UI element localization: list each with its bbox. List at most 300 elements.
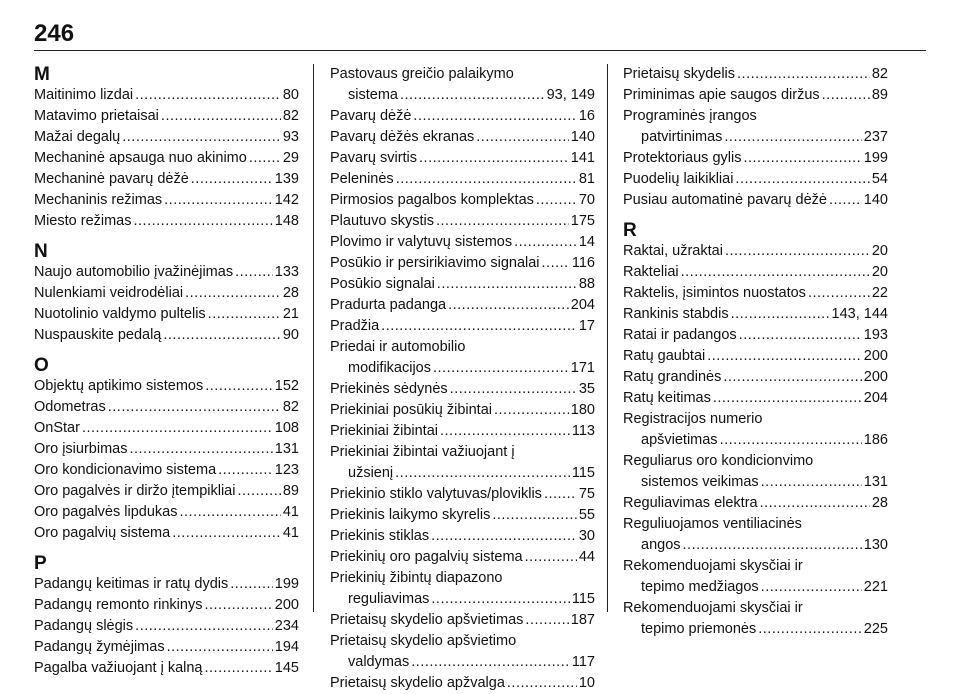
- index-entry[interactable]: [330, 127, 595, 148]
- entry-page-ref[interactable]: 75: [578, 486, 595, 502]
- dot-leader: [761, 577, 862, 598]
- entry-title: Odometras: [34, 399, 106, 415]
- dot-leader: [172, 523, 281, 544]
- index-entry[interactable]: [623, 64, 888, 85]
- entry-page-ref[interactable]: 17: [578, 318, 595, 334]
- index-column-1: [34, 64, 299, 679]
- entry-title: Priekiniai žibintai: [330, 423, 438, 439]
- index-entry[interactable]: [330, 253, 595, 274]
- entry-page-ref[interactable]: 116: [571, 255, 595, 271]
- entry-page-ref[interactable]: 21: [282, 306, 299, 322]
- index-section: [34, 64, 299, 232]
- index-entry[interactable]: [34, 418, 299, 439]
- entry-page-ref[interactable]: 35: [578, 381, 595, 397]
- entry-page-ref[interactable]: 131: [274, 441, 299, 457]
- index-section: [330, 64, 595, 694]
- entry-page-ref[interactable]: 10: [578, 675, 595, 691]
- entry-continuation-line: [330, 463, 595, 484]
- entry-page-ref[interactable]: 139: [274, 171, 299, 187]
- index-entry[interactable]: [623, 262, 888, 283]
- entry-title: Pirmosios pagalbos komplektas: [330, 192, 534, 208]
- index-entry[interactable]: [34, 574, 299, 595]
- index-entry[interactable]: [34, 397, 299, 418]
- dot-leader: [436, 211, 569, 232]
- index-entry[interactable]: [34, 169, 299, 190]
- entry-title: Pavarų dėžės ekranas: [330, 129, 475, 145]
- entry-page-ref[interactable]: 140: [570, 129, 595, 145]
- entry-page-ref[interactable]: 41: [282, 525, 299, 541]
- entry-page-ref[interactable]: 108: [274, 420, 299, 436]
- entry-title: Puodelių laikikliai: [623, 171, 734, 187]
- entry-page-ref[interactable]: 113: [571, 423, 595, 439]
- entry-page-ref[interactable]: 115: [571, 465, 595, 481]
- entry-page-ref[interactable]: 22: [871, 285, 888, 301]
- dot-leader: [208, 304, 281, 325]
- entry-title: Ratų keitimas: [623, 390, 711, 406]
- entry-page-ref[interactable]: 28: [282, 285, 299, 301]
- index-entry[interactable]: [34, 376, 299, 397]
- entry-page-ref[interactable]: 41: [282, 504, 299, 520]
- index-entry[interactable]: [34, 106, 299, 127]
- dot-leader: [731, 304, 830, 325]
- index-entry[interactable]: [34, 127, 299, 148]
- entry-title-continued: reguliavimas: [348, 591, 430, 607]
- entry-title: Posūkio ir persirikiavimo signalai: [330, 255, 540, 271]
- entry-page-ref[interactable]: 204: [863, 390, 888, 406]
- entry-title: Pastovaus greičio palaikymo: [330, 66, 514, 82]
- entry-page-ref[interactable]: 89: [871, 87, 888, 103]
- entry-title: Mažai degalų: [34, 129, 121, 145]
- entry-continuation-line: [623, 577, 888, 598]
- index-entry[interactable]: [330, 169, 595, 190]
- entry-title: Prietaisų skydelio apšvietimas: [330, 612, 524, 628]
- dot-leader: [725, 241, 870, 262]
- index-entry[interactable]: [623, 148, 888, 169]
- entry-continuation-line: [330, 358, 595, 379]
- index-section: [623, 64, 888, 211]
- index-entry[interactable]: [623, 190, 888, 211]
- entry-title: Plautuvo skystis: [330, 213, 434, 229]
- section-letter: O: [34, 355, 49, 376]
- dot-leader: [494, 400, 569, 421]
- entry-page-ref[interactable]: 82: [282, 108, 299, 124]
- dot-leader: [720, 430, 862, 451]
- entry-page-ref[interactable]: 142: [274, 192, 299, 208]
- entry-continuation-line: [623, 472, 888, 493]
- index-entry[interactable]: [34, 262, 299, 283]
- entry-title: Rakteliai: [623, 264, 679, 280]
- entry-title: Objektų aptikimo sistemos: [34, 378, 204, 394]
- dot-leader: [164, 190, 273, 211]
- index-entry[interactable]: [623, 85, 888, 106]
- index-entry[interactable]: [623, 346, 888, 367]
- dot-leader: [204, 658, 272, 679]
- entry-page-ref[interactable]: 54: [871, 171, 888, 187]
- index-entry[interactable]: [330, 337, 595, 379]
- entry-title-continued: sistema: [348, 87, 398, 103]
- entry-title: Priekinis stiklas: [330, 528, 430, 544]
- entry-page-ref[interactable]: 152: [274, 378, 299, 394]
- dot-leader: [129, 439, 272, 460]
- index-entry[interactable]: [623, 106, 888, 148]
- entry-page-ref[interactable]: 186: [863, 432, 888, 448]
- entry-title: Ratų grandinės: [623, 369, 722, 385]
- index-entry[interactable]: [623, 556, 888, 598]
- index-entry[interactable]: [330, 526, 595, 547]
- index-column-2: [330, 64, 595, 694]
- entry-page-ref[interactable]: 14: [578, 234, 595, 250]
- entry-title: Pradžia: [330, 318, 380, 334]
- entry-title: Posūkio signalai: [330, 276, 435, 292]
- entry-title: Priekinis laikymo skyrelis: [330, 507, 491, 523]
- index-entry[interactable]: [34, 502, 299, 523]
- index-entry[interactable]: [34, 658, 299, 679]
- index-entry[interactable]: [330, 106, 595, 127]
- dot-leader: [400, 85, 545, 106]
- index-entry[interactable]: [623, 598, 888, 640]
- dot-leader: [419, 148, 569, 169]
- entry-page-ref[interactable]: 82: [282, 399, 299, 415]
- section-letter: M: [34, 64, 50, 85]
- entry-title: Registracijos numerio: [623, 411, 763, 427]
- entry-title: Plovimo ir valytuvų sistemos: [330, 234, 513, 250]
- column-divider-2: [607, 64, 608, 612]
- entry-page-ref[interactable]: 175: [570, 213, 595, 229]
- entry-page-ref[interactable]: 180: [570, 402, 595, 418]
- entry-continuation-line: [623, 127, 888, 148]
- index-entry[interactable]: [623, 283, 888, 304]
- entry-page-ref[interactable]: 131: [863, 474, 888, 490]
- entry-title: Pradurta padanga: [330, 297, 447, 313]
- dot-leader: [108, 397, 281, 418]
- index-entry[interactable]: [34, 148, 299, 169]
- dot-leader: [205, 376, 273, 397]
- dot-leader: [431, 589, 569, 610]
- index-entry[interactable]: [330, 505, 595, 526]
- entry-page-ref[interactable]: 115: [571, 591, 595, 607]
- index-entry[interactable]: [623, 304, 888, 325]
- entry-title: Priekinės sėdynės: [330, 381, 448, 397]
- entry-page-ref[interactable]: 20: [871, 264, 888, 280]
- entry-title: Raktai, užraktai: [623, 243, 723, 259]
- dot-leader: [440, 421, 570, 442]
- index-entry[interactable]: [330, 379, 595, 400]
- entry-title: Priekiniai posūkių žibintai: [330, 402, 492, 418]
- entry-page-ref[interactable]: 143, 144: [831, 306, 888, 322]
- entry-title: Padangų keitimas ir ratų dydis: [34, 576, 229, 592]
- index-entry[interactable]: [34, 595, 299, 616]
- dot-leader: [82, 418, 273, 439]
- entry-title: Priekinio stiklo valytuvas/ploviklis: [330, 486, 542, 502]
- index-entry[interactable]: [330, 673, 595, 694]
- entry-title: Nuspauskite pedalą: [34, 327, 162, 343]
- dot-leader: [542, 253, 570, 274]
- entry-title: Priminimas apie saugos diržus: [623, 87, 820, 103]
- entry-page-ref[interactable]: 70: [578, 192, 595, 208]
- dot-leader: [122, 127, 281, 148]
- entry-page-ref[interactable]: 123: [274, 462, 299, 478]
- index-entry[interactable]: [330, 484, 595, 505]
- dot-leader: [249, 148, 281, 169]
- entry-title: Mechaninė pavarų dėžė: [34, 171, 189, 187]
- entry-page-ref[interactable]: 225: [863, 621, 888, 637]
- index-section: [34, 553, 299, 679]
- entry-title: Padangų slėgis: [34, 618, 134, 634]
- index-entry[interactable]: [623, 514, 888, 556]
- entry-title: Protektoriaus gylis: [623, 150, 742, 166]
- entry-page-ref[interactable]: 80: [282, 87, 299, 103]
- page-number: 246: [34, 20, 75, 47]
- entry-title: Peleninės: [330, 171, 394, 187]
- entry-title-continued: angos: [641, 537, 681, 553]
- entry-title: Prietaisų skydelis: [623, 66, 736, 82]
- dot-leader: [822, 85, 870, 106]
- index-entry[interactable]: [34, 304, 299, 325]
- entry-title: Priekinių oro pagalvių sistema: [330, 549, 523, 565]
- index-entry[interactable]: [34, 283, 299, 304]
- entry-page-ref[interactable]: 130: [863, 537, 888, 553]
- entry-continuation-line: [623, 535, 888, 556]
- index-entry[interactable]: [330, 211, 595, 232]
- dot-leader: [707, 346, 862, 367]
- entry-page-ref[interactable]: 204: [570, 297, 595, 313]
- entry-page-ref[interactable]: 93, 149: [546, 87, 595, 103]
- entry-page-ref[interactable]: 200: [863, 348, 888, 364]
- entry-title: Padangų remonto rinkinys: [34, 597, 203, 613]
- entry-page-ref[interactable]: 193: [863, 327, 888, 343]
- entry-title: Oro pagalvės lipdukas: [34, 504, 178, 520]
- entry-page-ref[interactable]: 133: [274, 264, 299, 280]
- section-letter: R: [623, 220, 637, 241]
- entry-page-ref[interactable]: 200: [863, 369, 888, 385]
- dot-leader: [476, 127, 569, 148]
- dot-leader: [218, 460, 273, 481]
- index-section: [34, 241, 299, 346]
- entry-title: Rankinis stabdis: [623, 306, 729, 322]
- entry-page-ref[interactable]: 199: [274, 576, 299, 592]
- entry-page-ref[interactable]: 89: [282, 483, 299, 499]
- dot-leader: [230, 574, 273, 595]
- dot-leader: [723, 367, 861, 388]
- entry-title-continued: užsienį: [348, 465, 394, 481]
- index-entry[interactable]: [34, 85, 299, 106]
- index-entry[interactable]: [330, 148, 595, 169]
- index-entry[interactable]: [330, 232, 595, 253]
- index-entry[interactable]: [34, 439, 299, 460]
- entry-page-ref[interactable]: 88: [578, 276, 595, 292]
- index-entry[interactable]: [330, 295, 595, 316]
- column-divider-1: [313, 64, 314, 612]
- index-entry[interactable]: [330, 568, 595, 610]
- dot-leader: [743, 148, 861, 169]
- entry-page-ref[interactable]: 145: [274, 660, 299, 676]
- entry-title: Priekinių žibintų diapazono: [330, 570, 503, 586]
- dot-leader: [191, 169, 273, 190]
- entry-continuation-line: [330, 589, 595, 610]
- dot-leader: [135, 616, 273, 637]
- dot-leader: [163, 325, 280, 346]
- entry-title: Rekomenduojami skysčiai ir: [623, 600, 803, 616]
- index-entry[interactable]: [330, 64, 595, 106]
- entry-page-ref[interactable]: 171: [570, 360, 595, 376]
- entry-title: Reguliarus oro kondicionvimo: [623, 453, 814, 469]
- index-column-3: [623, 64, 888, 640]
- dot-leader: [683, 535, 862, 556]
- dot-leader: [760, 493, 870, 514]
- index-entry[interactable]: [623, 367, 888, 388]
- entry-title: Nulenkiami veidrodėliai: [34, 285, 184, 301]
- entry-title: Maitinimo lizdai: [34, 87, 134, 103]
- index-entry[interactable]: [34, 190, 299, 211]
- entry-title-continued: apšvietimas: [641, 432, 718, 448]
- index-entry[interactable]: [330, 442, 595, 484]
- entry-page-ref[interactable]: 221: [863, 579, 888, 595]
- dot-leader: [161, 106, 281, 127]
- dot-leader: [739, 325, 862, 346]
- entry-page-ref[interactable]: 82: [871, 66, 888, 82]
- entry-page-ref[interactable]: 55: [578, 507, 595, 523]
- entry-page-ref[interactable]: 194: [274, 639, 299, 655]
- index-entry[interactable]: [34, 637, 299, 658]
- dot-leader: [185, 283, 281, 304]
- dot-leader: [735, 169, 869, 190]
- entry-title: Reguliavimas elektra: [623, 495, 758, 511]
- dot-leader: [448, 295, 569, 316]
- entry-title: Oro įsiurbimas: [34, 441, 128, 457]
- dot-leader: [437, 274, 577, 295]
- index-entry[interactable]: [623, 325, 888, 346]
- index-entry[interactable]: [623, 388, 888, 409]
- entry-page-ref[interactable]: 44: [578, 549, 595, 565]
- dot-leader: [536, 190, 577, 211]
- entry-page-ref[interactable]: 117: [571, 654, 595, 670]
- dot-leader: [167, 637, 273, 658]
- index-entry[interactable]: [330, 316, 595, 337]
- entry-continuation-line: [330, 85, 595, 106]
- index-entry[interactable]: [34, 460, 299, 481]
- entry-title: Programinės įrangos: [623, 108, 757, 124]
- dot-leader: [237, 481, 280, 502]
- entry-title: Pusiau automatinė pavarų dėžė: [623, 192, 827, 208]
- dot-leader: [134, 211, 273, 232]
- dot-leader: [829, 190, 862, 211]
- entry-page-ref[interactable]: 29: [282, 150, 299, 166]
- entry-title: Pavarų svirtis: [330, 150, 418, 166]
- entry-title: Ratai ir padangos: [623, 327, 737, 343]
- entry-continuation-line: [623, 619, 888, 640]
- index-entry[interactable]: [34, 616, 299, 637]
- dot-leader: [525, 547, 577, 568]
- index-section: [34, 355, 299, 544]
- entry-page-ref[interactable]: 20: [871, 243, 888, 259]
- dot-leader: [135, 85, 281, 106]
- entry-page-ref[interactable]: 200: [274, 597, 299, 613]
- entry-page-ref[interactable]: 140: [863, 192, 888, 208]
- index-entry[interactable]: [330, 400, 595, 421]
- entry-page-ref[interactable]: 141: [570, 150, 595, 166]
- index-entry[interactable]: [623, 493, 888, 514]
- entry-page-ref[interactable]: 93: [282, 129, 299, 145]
- entry-title: OnStar: [34, 420, 80, 436]
- index-entry[interactable]: [330, 631, 595, 673]
- index-entry[interactable]: [623, 169, 888, 190]
- entry-title: Raktelis, įsimintos nuostatos: [623, 285, 806, 301]
- entry-title: Reguliuojamos ventiliacinės: [623, 516, 802, 532]
- dot-leader: [492, 505, 577, 526]
- entry-title: Matavimo prietaisai: [34, 108, 159, 124]
- entry-title-continued: sistemos veikimas: [641, 474, 759, 490]
- dot-leader: [450, 379, 577, 400]
- entry-title: Prietaisų skydelio apšvietimo: [330, 633, 517, 649]
- entry-page-ref[interactable]: 199: [863, 150, 888, 166]
- dot-leader: [431, 526, 577, 547]
- entry-title: Oro kondicionavimo sistema: [34, 462, 217, 478]
- entry-page-ref[interactable]: 234: [274, 618, 299, 634]
- dot-leader: [396, 169, 577, 190]
- entry-title-continued: patvirtinimas: [641, 129, 723, 145]
- entry-page-ref[interactable]: 28: [871, 495, 888, 511]
- dot-leader: [525, 610, 568, 631]
- dot-leader: [514, 232, 577, 253]
- entry-title: Padangų žymėjimas: [34, 639, 165, 655]
- index-entry[interactable]: [34, 325, 299, 346]
- section-letter: N: [34, 241, 48, 262]
- index-entry[interactable]: [34, 523, 299, 544]
- index-entry[interactable]: [34, 211, 299, 232]
- entry-page-ref[interactable]: 30: [578, 528, 595, 544]
- index-entry[interactable]: [330, 190, 595, 211]
- dot-leader: [235, 262, 273, 283]
- entry-page-ref[interactable]: 237: [863, 129, 888, 145]
- dot-leader: [433, 358, 569, 379]
- entry-title: Ratų gaubtai: [623, 348, 706, 364]
- entry-title-continued: modifikacijos: [348, 360, 431, 376]
- entry-title: Rekomenduojami skysčiai ir: [623, 558, 803, 574]
- dot-leader: [544, 484, 577, 505]
- section-letter: P: [34, 553, 47, 574]
- index-entry[interactable]: [623, 409, 888, 451]
- entry-page-ref[interactable]: 81: [578, 171, 595, 187]
- index-entry[interactable]: [623, 451, 888, 493]
- entry-title: Oro pagalvės ir diržo įtempikliai: [34, 483, 236, 499]
- entry-page-ref[interactable]: 148: [274, 213, 299, 229]
- index-entry[interactable]: [623, 241, 888, 262]
- entry-title: Priekiniai žibintai važiuojant į: [330, 444, 515, 460]
- index-entry[interactable]: [330, 547, 595, 568]
- entry-page-ref[interactable]: 16: [578, 108, 595, 124]
- index-entry[interactable]: [330, 610, 595, 631]
- index-entry[interactable]: [330, 274, 595, 295]
- entry-continuation-line: [330, 652, 595, 673]
- dot-leader: [507, 673, 577, 694]
- index-entry[interactable]: [330, 421, 595, 442]
- entry-page-ref[interactable]: 90: [282, 327, 299, 343]
- dot-leader: [411, 652, 570, 673]
- dot-leader: [761, 472, 862, 493]
- entry-title: Mechaninis režimas: [34, 192, 163, 208]
- entry-page-ref[interactable]: 187: [570, 612, 595, 628]
- dot-leader: [724, 127, 861, 148]
- index-entry[interactable]: [34, 481, 299, 502]
- dot-leader: [395, 463, 570, 484]
- entry-title: Oro pagalvių sistema: [34, 525, 171, 541]
- dot-leader: [681, 262, 870, 283]
- entry-title: Miesto režimas: [34, 213, 132, 229]
- dot-leader: [758, 619, 862, 640]
- dot-leader: [808, 283, 870, 304]
- dot-leader: [381, 316, 577, 337]
- dot-leader: [713, 388, 862, 409]
